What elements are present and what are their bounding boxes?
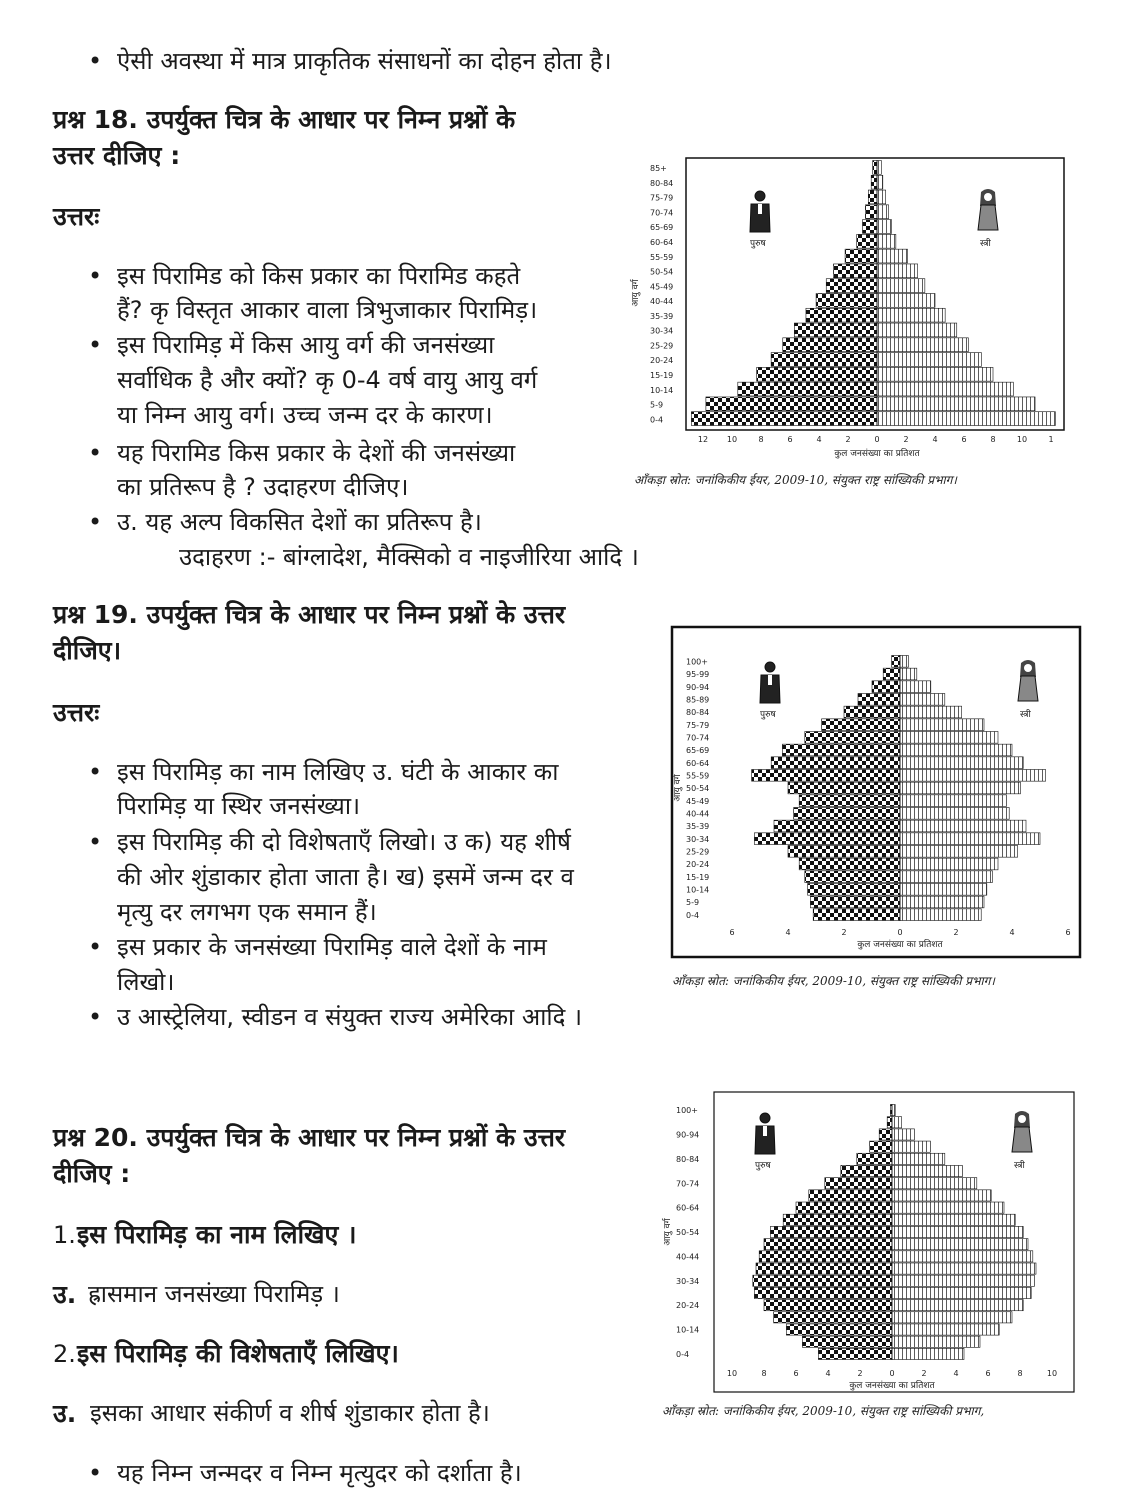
x-tick-label: 1 (1048, 435, 1054, 444)
male-bar (782, 744, 900, 756)
bullet-dot: • (88, 508, 103, 536)
female-bar (900, 896, 984, 908)
male-bar (844, 706, 900, 718)
age-group-label: 25-29 (650, 341, 674, 351)
q20-sub2-text: इस पिरामिड़ की विशेषताएँ लिखिए। (77, 1339, 399, 1368)
x-tick-label: 6 (961, 435, 967, 444)
pyramid-3-chart (663, 1090, 1080, 1398)
male-bar (834, 264, 878, 278)
female-bar (892, 1165, 962, 1176)
age-group-label: 60-64 (650, 237, 674, 247)
age-group-label: 95-99 (686, 670, 710, 680)
age-group-label: 40-44 (676, 1252, 700, 1262)
q19-b3-line2: लिखो। (117, 968, 175, 996)
x-tick-label: 6 (787, 435, 793, 444)
population-pyramid-1 (630, 150, 1070, 495)
x-tick-label: 0 (889, 1369, 895, 1378)
male-bar (868, 190, 877, 204)
q19-b3-line1: इस प्रकार के जनसंख्या पिरामिड़ वाले देशों के नाम (117, 933, 547, 961)
male-bar (756, 1263, 892, 1274)
female-bar (892, 1239, 1028, 1250)
age-group-label: 45-49 (650, 282, 674, 292)
age-group-label: 90-94 (676, 1130, 700, 1140)
male-bar (826, 279, 877, 293)
age-group-label: 0-4 (650, 415, 664, 425)
x-tick-label: 4 (825, 1369, 831, 1378)
q20-ans1-label: उ. (53, 1280, 77, 1309)
x-tick-label: 6 (729, 928, 735, 937)
age-group-label: 50-54 (650, 267, 674, 277)
x-tick-label: 10 (1016, 435, 1028, 444)
female-bar (900, 719, 984, 731)
male-bar (805, 871, 900, 883)
q20-sub2-number: 2. (53, 1340, 76, 1368)
q19-b2-line2: की ओर शुंडाकार होता जाता है। ख) इसमें जन्म दर व (117, 863, 574, 891)
x-tick-label: 10 (1046, 1369, 1058, 1378)
age-group-label: 20-24 (686, 860, 710, 870)
age-group-label: 55-59 (686, 771, 710, 781)
female-figure-icon (1012, 1111, 1032, 1152)
x-tick-label: 8 (758, 435, 764, 444)
q20-ans2-label: उ. (53, 1399, 77, 1428)
female-bar (877, 264, 918, 278)
age-group-label: 0-4 (676, 1349, 690, 1359)
age-group-label: 5-9 (686, 898, 700, 908)
male-bar (841, 1165, 892, 1176)
age-group-label: 25-29 (686, 847, 710, 857)
male-bar (865, 205, 877, 219)
female-bar (900, 706, 962, 718)
female-bar (892, 1153, 945, 1164)
female-label: स्त्री (980, 239, 991, 249)
q18-example: उदाहरण :- बांग्लादेश, मैक्सिको व नाइजीरिया आदि । (179, 543, 639, 571)
intro-bullet-text: ऐसी अवस्था में मात्र प्राकृतिक संसाधनों का दोहन होता है। (117, 47, 612, 75)
age-group-label: 90-94 (686, 682, 710, 692)
male-bar (873, 161, 877, 175)
male-bar (892, 656, 900, 668)
male-bar (813, 909, 900, 921)
female-bar (877, 205, 889, 219)
q20-ans1-text: ह्रासमान जनसंख्या पिरामिड़ । (88, 1280, 340, 1308)
female-bar (900, 909, 981, 921)
female-bar (892, 1129, 914, 1140)
age-group-label: 40-44 (650, 297, 674, 307)
female-bar (877, 190, 886, 204)
x-axis-label: कुल जनसंख्या का प्रतिशत (834, 449, 920, 459)
male-bar (771, 353, 877, 367)
male-bar (788, 846, 900, 858)
female-bar (900, 808, 1009, 820)
q18-b2-line2: सर्वाधिक है और क्यों? कृ 0-4 वर्ष वायु आयु वर्ग (117, 366, 538, 394)
age-group-label: 100+ (676, 1106, 698, 1116)
female-bar (900, 858, 998, 870)
x-tick-label: 2 (857, 1369, 863, 1378)
q18-answer-label: उत्तरः (53, 202, 100, 231)
male-bar (805, 732, 900, 744)
male-bar (770, 1226, 892, 1237)
female-bar (892, 1141, 930, 1152)
female-bar (900, 681, 931, 693)
x-tick-label: 10 (726, 1369, 738, 1378)
male-bar (794, 323, 877, 337)
male-bar (738, 382, 877, 396)
male-bar (691, 412, 877, 426)
x-tick-label: 4 (932, 435, 938, 444)
x-tick-label: 8 (761, 1369, 767, 1378)
male-bar (799, 858, 900, 870)
age-group-label: 100+ (686, 657, 708, 667)
female-bar (877, 308, 945, 322)
male-bar (786, 1324, 892, 1335)
q19-b2-line1: इस पिरामिड़ की दो विशेषताएँ लिखो। उ क) यह शीर्ष (117, 828, 571, 856)
male-bar (883, 668, 900, 680)
x-tick-label: 2 (841, 928, 847, 937)
q19-b1-line1: इस पिरामिड़ का नाम लिखिए उ. घंटी के आकार का (117, 758, 559, 786)
x-tick-label: 4 (816, 435, 822, 444)
y-axis-label: आयु वर्ग (631, 279, 641, 307)
q18-heading-line2: उत्तर दीजिए : (53, 141, 181, 170)
female-bar (877, 220, 892, 234)
x-tick-label: 10 (726, 435, 738, 444)
age-group-label: 70-74 (650, 208, 674, 218)
male-label: पुरुष (750, 239, 766, 249)
male-bar (818, 1348, 892, 1359)
bullet-dot: • (88, 47, 103, 75)
x-tick-label: 6 (1065, 928, 1071, 937)
female-bar (877, 323, 957, 337)
x-tick-label: 2 (953, 928, 959, 937)
x-tick-label: 8 (990, 435, 996, 444)
female-bar (892, 1226, 1023, 1237)
q18-b2-line1: इस पिरामिड़ में किस आयु वर्ग की जनसंख्या (117, 331, 495, 359)
age-group-label: 75-79 (686, 720, 710, 730)
pyramid-2-chart (670, 625, 1084, 965)
age-group-label: 60-64 (686, 758, 710, 768)
male-bar (845, 249, 877, 263)
q19-b4-line1: उ आस्ट्रेलिया, स्वीडन व संयुक्त राज्य अमेरिका आदि । (117, 1003, 583, 1031)
female-bar (877, 397, 1035, 411)
x-axis-label: कुल जनसंख्या का प्रतिशत (857, 940, 943, 950)
x-tick-label: 4 (785, 928, 791, 937)
female-bar (900, 833, 1040, 845)
male-label: पुरुष (755, 1161, 771, 1171)
age-group-label: 10-14 (650, 385, 674, 395)
female-bar (877, 367, 993, 381)
male-bar (754, 1287, 892, 1298)
pyramid-3-source: आँकड़ा स्रोत: जनांकिकीय ईयर, 2009-10, संयुक्त राष्ट्र सांख्यिकी प्रभाग, (662, 1404, 985, 1418)
female-bar (877, 161, 881, 175)
female-bar (892, 1178, 977, 1189)
x-tick-label: 8 (1017, 1369, 1023, 1378)
age-group-label: 65-69 (650, 223, 674, 233)
female-bar (900, 884, 987, 896)
male-bar (774, 1312, 892, 1323)
male-bar (810, 896, 900, 908)
bullet-dot: • (88, 1003, 103, 1031)
age-group-label: 40-44 (686, 809, 710, 819)
age-group-label: 70-74 (686, 733, 710, 743)
age-group-label: 80-84 (686, 708, 710, 718)
q19-heading-line1: प्रश्न 19. उपर्युक्त चित्र के आधार पर निम्न प्रश्नों के उत्तर (53, 600, 566, 629)
male-bar (825, 1178, 892, 1189)
age-group-label: 35-39 (686, 822, 710, 832)
female-bar (900, 782, 1020, 794)
q20-sub1-number: 1. (53, 1221, 76, 1249)
female-bar (877, 279, 925, 293)
x-tick-label: 6 (793, 1369, 799, 1378)
q20-sub1-text: इस पिरामिड़ का नाम लिखिए । (77, 1220, 357, 1249)
male-bar (753, 1275, 892, 1286)
female-bar (877, 175, 883, 189)
female-figure-icon (978, 189, 998, 230)
age-group-label: 80-84 (650, 178, 674, 188)
bullet-dot: • (88, 262, 103, 290)
x-tick-label: 6 (985, 1369, 991, 1378)
x-tick-label: 0 (897, 928, 903, 937)
female-bar (900, 744, 1012, 756)
age-group-label: 10-14 (686, 885, 710, 895)
age-group-label: 65-69 (686, 746, 710, 756)
female-bar (877, 412, 1055, 426)
q19-heading-line2: दीजिए। (53, 636, 122, 665)
male-bar (809, 1190, 892, 1201)
female-bar (900, 820, 1026, 832)
q18-b3-line2: का प्रतिरूप है ? उदाहरण दीजिए। (117, 473, 409, 501)
pyramid-2-source: आँकड़ा स्रोत: जनांकिकीय ईयर, 2009-10, संयुक्त राष्ट्र सांख्यिकी प्रभाग। (672, 974, 995, 988)
male-bar (752, 770, 900, 782)
male-bar (799, 795, 900, 807)
male-bar (706, 397, 877, 411)
q19-answer-label: उत्तरः (53, 698, 100, 727)
male-bar (764, 1300, 892, 1311)
male-bar (783, 1214, 892, 1225)
male-bar (759, 1251, 892, 1262)
age-group-label: 75-79 (650, 193, 674, 203)
female-bar (877, 382, 1013, 396)
male-bar (863, 220, 878, 234)
q18-heading-line1: प्रश्न 18. उपर्युक्त चित्र के आधार पर निम्न प्रश्नों के (53, 105, 516, 134)
female-bar (877, 353, 981, 367)
female-bar (892, 1117, 902, 1128)
female-bar (877, 294, 935, 308)
male-bar (871, 175, 877, 189)
x-axis-label: कुल जनसंख्या का प्रतिशत (849, 1381, 935, 1391)
male-bar (757, 367, 877, 381)
bullet-dot: • (88, 933, 103, 961)
female-bar (900, 668, 917, 680)
female-bar (900, 757, 1023, 769)
population-pyramid-2 (670, 625, 1084, 965)
male-bar (764, 1239, 892, 1250)
female-bar (900, 732, 998, 744)
female-bar (892, 1263, 1036, 1274)
y-axis-label: आयु वर्ग (663, 1218, 673, 1246)
bullet-dot: • (88, 331, 103, 359)
age-group-label: 5-9 (650, 400, 664, 410)
q18-b1-line2: हैं? कृ विस्तृत आकार वाला त्रिभुजाकार पिरामिड़। (117, 296, 538, 324)
female-bar (892, 1202, 1004, 1213)
y-axis-label: आयु वर्ग (673, 774, 683, 802)
female-bar (892, 1214, 1015, 1225)
x-tick-label: 4 (953, 1369, 959, 1378)
age-group-label: 10-14 (676, 1325, 700, 1335)
female-bar (892, 1348, 964, 1359)
x-tick-label: 4 (1009, 928, 1015, 937)
x-tick-label: 0 (874, 435, 880, 444)
male-bar (858, 694, 900, 706)
male-bar (794, 808, 900, 820)
female-bar (900, 846, 1018, 858)
q18-b4-line1: उ. यह अल्प विकसित देशों का प्रतिरूप है। (117, 508, 482, 536)
female-bar (900, 770, 1046, 782)
female-bar (900, 694, 945, 706)
bullet-dot: • (88, 1459, 103, 1487)
female-bar (877, 234, 896, 248)
male-bar (806, 308, 877, 322)
q18-b1-line1: इस पिरामिड को किस प्रकार का पिरामिड कहते (117, 262, 521, 290)
q19-b2-line3: मृत्यु दर लगभग एक समान हैं। (117, 898, 377, 926)
age-group-label: 30-34 (676, 1276, 700, 1286)
q20-heading-line1: प्रश्न 20. उपर्युक्त चित्र के आधार पर निम्न प्रश्नों के उत्तर (53, 1123, 566, 1152)
male-bar (857, 1153, 892, 1164)
female-bar (892, 1324, 999, 1335)
q18-b3-line1: यह पिरामिड किस प्रकार के देशों की जनसंख्या (117, 439, 516, 467)
male-bar (857, 234, 877, 248)
female-bar (892, 1105, 895, 1116)
male-bar (872, 681, 900, 693)
pyramid-1-source: आँकड़ा स्रोत: जनांकिकीय ईयर, 2009-10, संयुक्त राष्ट्र सांख्यिकी प्रभाग। (634, 473, 957, 487)
male-bar (822, 719, 900, 731)
male-bar (870, 1141, 892, 1152)
female-label: स्त्री (1020, 710, 1031, 720)
female-bar (900, 871, 992, 883)
population-pyramid-3 (663, 1090, 1080, 1398)
male-bar (774, 820, 900, 832)
male-bar (796, 1202, 892, 1213)
male-bar (816, 294, 877, 308)
age-group-label: 60-64 (676, 1203, 700, 1213)
bullet-dot: • (88, 758, 103, 786)
female-bar (892, 1336, 980, 1347)
age-group-label: 20-24 (676, 1301, 700, 1311)
age-group-label: 30-34 (686, 834, 710, 844)
female-bar (892, 1251, 1033, 1262)
age-group-label: 50-54 (686, 784, 710, 794)
age-group-label: 50-54 (676, 1228, 700, 1238)
x-tick-label: 2 (903, 435, 909, 444)
age-group-label: 0-4 (686, 910, 700, 920)
female-bar (892, 1287, 1031, 1298)
male-bar (754, 833, 900, 845)
female-bar (892, 1190, 991, 1201)
female-label: स्त्री (1014, 1161, 1025, 1171)
age-group-label: 35-39 (650, 311, 674, 321)
q20-b1-text: यह निम्न जन्मदर व निम्न मृत्युदर को दर्शाता है। (117, 1459, 522, 1487)
age-group-label: 20-24 (650, 356, 674, 366)
female-figure-icon (1018, 660, 1038, 701)
male-label: पुरुष (760, 710, 776, 720)
male-bar (802, 1336, 892, 1347)
male-bar (771, 757, 900, 769)
female-bar (892, 1312, 1012, 1323)
x-tick-label: 2 (921, 1369, 927, 1378)
age-group-label: 30-34 (650, 326, 674, 336)
age-group-label: 80-84 (676, 1154, 700, 1164)
female-bar (877, 249, 907, 263)
age-group-label: 85+ (650, 164, 667, 174)
age-group-label: 55-59 (650, 252, 674, 262)
bullet-dot: • (88, 828, 103, 856)
female-bar (900, 795, 1006, 807)
x-tick-label: 12 (697, 435, 709, 444)
age-group-label: 15-19 (686, 872, 710, 882)
q19-b1-line2: पिरामिड़ या स्थिर जनसंख्या। (117, 792, 361, 820)
male-bar (879, 1129, 892, 1140)
q18-b2-line3: या निम्न आयु वर्ग। उच्च जन्म दर के कारण। (117, 401, 493, 429)
female-bar (900, 656, 908, 668)
male-bar (783, 338, 877, 352)
male-bar (887, 1117, 892, 1128)
age-group-label: 70-74 (676, 1179, 700, 1189)
female-bar (892, 1275, 1034, 1286)
female-bar (877, 338, 968, 352)
x-tick-label: 2 (845, 435, 851, 444)
male-bar (788, 782, 900, 794)
age-group-label: 85-89 (686, 695, 710, 705)
male-bar (808, 884, 900, 896)
age-group-label: 45-49 (686, 796, 710, 806)
female-bar (892, 1300, 1023, 1311)
q20-ans2-text: इसका आधार संकीर्ण व शीर्ष शुंडाकार होता है। (90, 1399, 490, 1427)
bullet-dot: • (88, 439, 103, 467)
age-group-label: 15-19 (650, 370, 674, 380)
q20-heading-line2: दीजिए : (53, 1159, 131, 1188)
pyramid-1-chart (630, 150, 1070, 495)
